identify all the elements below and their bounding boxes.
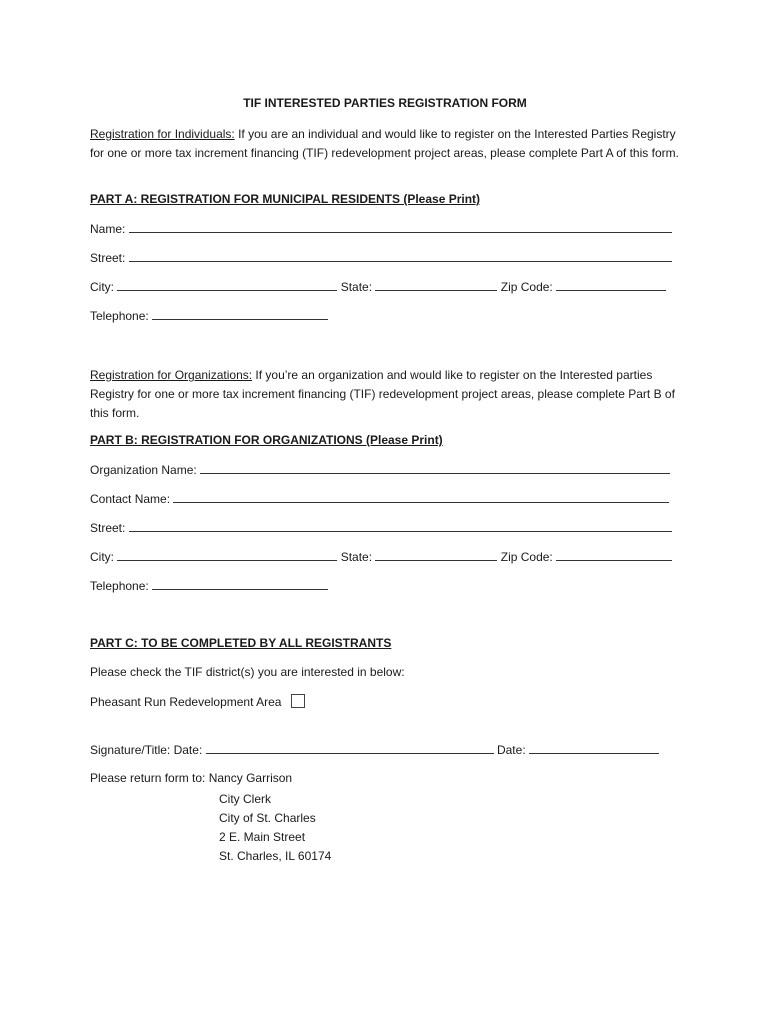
part-c-heading: PART C: TO BE COMPLETED BY ALL REGISTRANTS (90, 636, 392, 650)
name-label: Name: (90, 222, 126, 236)
signature-field[interactable] (206, 742, 494, 754)
individuals-lead: Registration for Individuals: (90, 127, 235, 141)
part-b-city-row (90, 549, 672, 564)
district-label: Pheasant Run Redevelopment Area (90, 695, 282, 709)
part-b-street-row (90, 520, 672, 535)
part-a-heading: PART A: REGISTRATION FOR MUNICIPAL RESIDENTS (Please Print) (90, 192, 481, 206)
address-line: City of St. Charles (219, 811, 316, 825)
city-field[interactable] (117, 279, 337, 291)
return-label: Please return form to: Nancy Garrison (90, 771, 293, 785)
telephone-label: Telephone: (90, 309, 149, 323)
return-address (219, 790, 331, 866)
zip-field[interactable] (556, 279, 666, 291)
org-name-field[interactable] (200, 462, 670, 474)
signature-label: Signature/Title: Date: (90, 743, 203, 757)
state-label: State: (340, 280, 373, 294)
street-label: Street: (90, 251, 126, 265)
org-street-field[interactable] (129, 520, 672, 532)
contact-field[interactable] (173, 491, 669, 503)
part-b-org-row (90, 462, 670, 477)
part-a-name-row (90, 221, 672, 236)
org-telephone-label: Telephone: (90, 579, 149, 593)
part-b-heading: PART B: REGISTRATION FOR ORGANIZATIONS (Please Print) (90, 433, 443, 447)
state-field[interactable] (375, 279, 497, 291)
part-b-contact-row (90, 491, 669, 506)
org-name-label: Organization Name: (90, 463, 197, 477)
org-city-field[interactable] (117, 549, 337, 561)
contact-label: Contact Name: (90, 492, 171, 506)
org-state-label: State: (340, 550, 373, 564)
org-street-label: Street: (90, 521, 126, 535)
city-label: City: (90, 280, 114, 294)
org-city-label: City: (90, 550, 114, 564)
telephone-field[interactable] (152, 308, 328, 320)
part-c-instruction: Please check the TIF district(s) you are interested in below: (90, 665, 405, 679)
part-a-city-row (90, 279, 666, 294)
address-line: City Clerk (219, 792, 272, 806)
individuals-paragraph (90, 125, 680, 163)
individuals-text: If you are an individual and would like to register on the Interested Parties Registry for one or more tax increment financing (TIF) redevelopment project areas, please complete Part A of this form. (90, 127, 679, 160)
address-line: 2 E. Main Street (219, 830, 306, 844)
organizations-paragraph (90, 366, 680, 423)
address-line: St. Charles, IL 60174 (219, 849, 332, 863)
name-field[interactable] (129, 221, 672, 233)
zip-label: Zip Code: (500, 280, 553, 294)
date-label: Date: (496, 743, 526, 757)
date-field[interactable] (529, 742, 659, 754)
district-checkbox[interactable] (291, 694, 305, 708)
part-b-telephone-row (90, 578, 328, 593)
org-telephone-field[interactable] (152, 578, 328, 590)
part-a-telephone-row (90, 308, 328, 323)
org-zip-field[interactable] (556, 549, 672, 561)
form-title: TIF INTERESTED PARTIES REGISTRATION FORM (243, 96, 527, 110)
org-state-field[interactable] (375, 549, 497, 561)
district-row (90, 694, 305, 709)
part-a-street-row (90, 250, 672, 265)
organizations-lead: Registration for Organizations: (90, 368, 253, 382)
org-zip-label: Zip Code: (500, 550, 553, 564)
street-field[interactable] (129, 250, 672, 262)
organizations-text: If you’re an organization and would like to register on the Interested parties Registry for one or more tax increment financing (TIF) redevelopment project areas, please complete Part B of this form. (90, 368, 675, 420)
signature-row (90, 742, 659, 757)
